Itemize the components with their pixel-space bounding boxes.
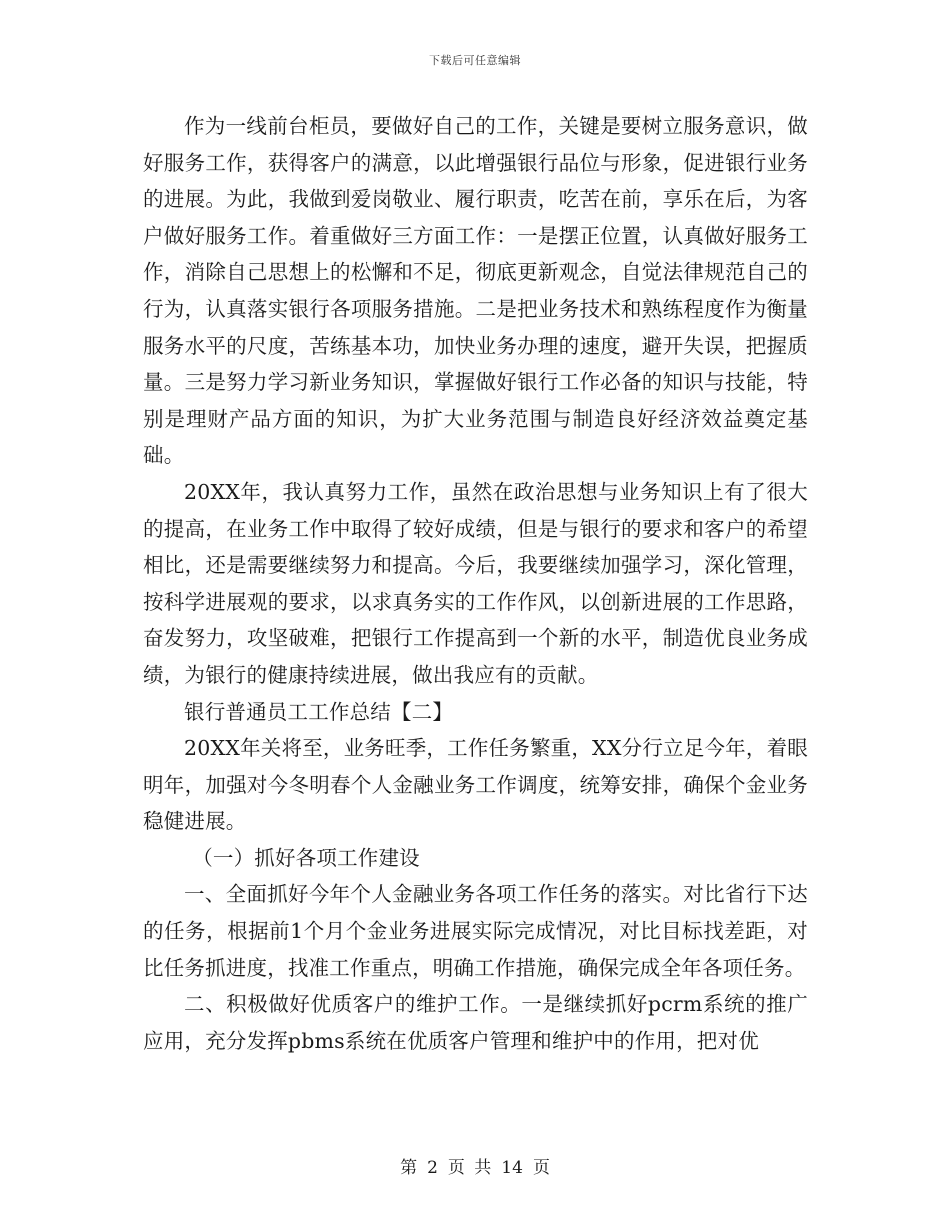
section-title-summary-two: 银行普通员工工作总结【二】 [184,699,454,724]
paragraph-teller-service: 作为一线前台柜员，要做好自己的工作，关键是要树立服务意识，做好服务工作，获得客户的满意，以此增强银行品位与形象，促进银行业务的进展。为此，我做到爱岗敬业、履行职责，吃苦在前，享乐在后，为客户做好服务工作。着重做好三方面工作：一是摆正位置，认真做好服务工作，消除自己思想上的松懈和不足，彻底更新观念，自觉法律规范自己的行为，认真落实银行各项服务措施。二是把业务技术和熟练程度作为衡量服务水平的尺度，苦练基本功，加快业务办理的速度，避开失误，把握质量。三是努力学习新业务知识，掌握做好银行工作必备的知识与技能，特别是理财产品方面的知识，为扩大业务范围与制造良好经济效益奠定基础。 [143,114,808,468]
paragraph-year-summary: 20XX年，我认真努力工作，虽然在政治思想与业务知识上有了很大的提高，在业务工作中取得了较好成绩，但是与银行的要求和客户的希望相比，还是需要继续努力和提高。今后，我要继续加强学习，深化管理，按科学进展观的要求，以求真务实的工作作风，以创新进展的工作思路，奋发努力，攻坚破难，把银行工作提高到一个新的水平，制造优良业务成绩，为银行的健康持续进展，做出我应有的贡献。 [143,479,808,687]
footer-prefix: 第 [400,1158,418,1178]
document-body [143,108,808,1059]
paragraph-year-end: 20XX年关将至，业务旺季，工作任务繁重，XX分行立足今年，着眼明年，加强对今冬明春个人金融业务工作调度，统筹安排，确保个金业务稳健进展。 [143,736,808,834]
page-footer [0,1153,950,1178]
subheading-work-building: （一）抓好各项工作建设 [192,845,420,870]
footer-page-number: 2 [427,1158,438,1178]
footer-middle: 页 共 [447,1158,492,1178]
paragraph-item-two: 二、积极做好优质客户的维护工作。一是继续抓好pcrm系统的推广应用，充分发挥pbms系统在优质客户管理和维护中的作用，把对优 [143,992,808,1053]
page-header: 下载后可任意编辑 [429,54,521,67]
footer-total-pages: 14 [501,1158,523,1178]
paragraph-item-one: 一、全面抓好今年个人金融业务各项工作任务的落实。对比省行下达的任务，根据前1个月个金业务进展实际完成情况，对比目标找差距，对比任务抓进度，找准工作重点，明确工作措施，确保完成全年各项任务。 [143,882,808,980]
footer-suffix: 页 [532,1158,550,1178]
